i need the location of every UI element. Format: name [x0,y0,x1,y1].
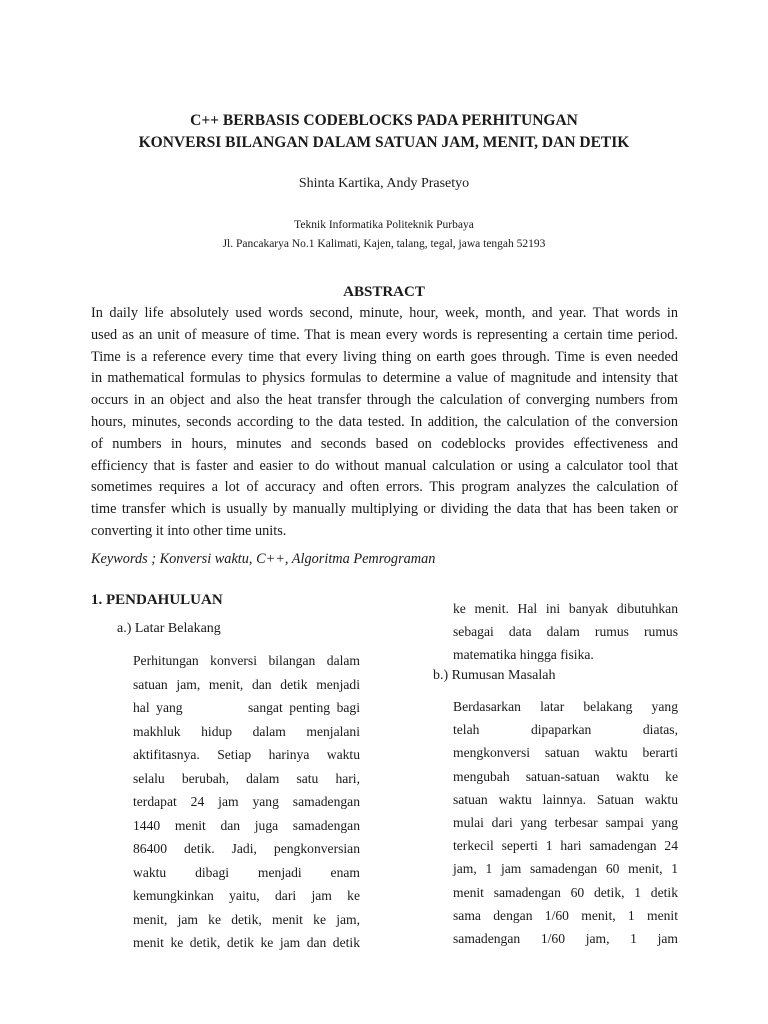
paragraph-line: 86400 detik. Jadi, pengkonversian [133,841,360,856]
paragraph-line: matematika hingga fisika. [453,647,594,662]
keywords: Keywords ; Konversi waktu, C++, Algoritma Pemrograman [91,551,436,567]
abstract-line: occurs in an object and also the heat transfer through the calculation of converging numbers from [91,392,678,409]
paragraph-line: mengkonversi satuan waktu berarti [453,745,678,761]
paragraph-line: mulai dari yang terbesar sampai yang [453,814,678,830]
paragraph-line: Perhitungan konversi bilangan dalam [133,653,360,668]
paragraph-line: sama dengan 1/60 menit, 1 menit [453,907,678,923]
paragraph-line: jam, 1 jam samadengan 60 menit, 1 [453,861,678,877]
paragraph-line: makhluk hidup dalam menjalani [133,723,360,739]
paragraph-line: mengubah satuan-satuan waktu ke [453,768,678,784]
paragraph-line: waktu dibagi menjadi enam [133,864,360,880]
paragraph-line: hal yang sangat penting bagi [133,700,360,715]
paragraph-line: kemungkinkan yaitu, dari jam ke [133,888,360,903]
right-column-continuation [453,597,678,666]
abstract-line: Time is a reference every time that every living thing on earth goes through. Time is even needed [91,348,678,365]
paragraph-line: ke menit. Hal ini banyak dibutuhkan [453,601,678,616]
title-line-2: KONVERSI BILANGAN DALAM SATUAN JAM, MENIT, DAN DETIK [138,134,630,151]
author-names: Shinta Kartika, Andy Prasetyo [298,176,470,191]
abstract-line: In daily life absolutely used words second, minute, hour, week, month, and year. That words in [91,305,678,321]
paper-title [0,110,768,154]
right-column-paragraph [453,695,678,950]
abstract-line: used as an unit of measure of time. That is mean every words is representing a certain time period. [91,326,678,343]
paragraph-line: Berdasarkan latar belakang yang [453,699,678,714]
paragraph-line: terkecil seperti 1 hari samadengan 24 [453,838,678,854]
paragraph-line: aktifitasnya. Setiap harinya waktu [133,747,360,762]
section-heading-pendahuluan: 1. PENDAHULUAN [91,592,223,608]
abstract-line: time transfer which is usually by manually multiplying or dividing the data that has been taken or [91,501,678,518]
paragraph-line: satuan jam, menit, dan detik menjadi [133,676,360,692]
abstract-line: efficiency that is faster and easier to do without manual calculation or using a calculator tool that [91,457,678,474]
subsection-heading-rumusan-masalah: b.) Rumusan Masalah [433,668,556,683]
subsection-heading-latar-belakang: a.) Latar Belakang [117,621,221,636]
left-column-paragraph [133,649,360,955]
paragraph-line: sebagai data dalam rumus rumus [453,624,678,639]
abstract-heading: ABSTRACT [343,284,425,300]
paragraph-line: 1440 menit dan juga samadengan [133,817,360,833]
abstract-line: in mathematical formulas to physics formulas to determine a value of magnitude and intensity that [91,370,678,387]
paragraph-line: menit ke detik, detik ke jam dan detik [133,935,360,950]
affiliation-institution: Teknik Informatika Politeknik Purbaya [294,219,474,231]
abstract-line: hours, minutes, seconds according to the data tested. In addition, the calculation of the conversion [91,413,678,430]
abstract-line: sometimes requires a lot of accuracy and often errors. This program analyzes the calculation of [91,479,678,496]
paragraph-line: telah dipaparkan diatas, [453,722,678,738]
affiliation [0,216,768,254]
paragraph-line: selalu berubah, dalam satu hari, [133,770,360,786]
paragraph-line: menit, jam ke detik, menit ke jam, [133,911,360,927]
abstract-line: converting it into other time units. [91,522,287,539]
paragraph-line: menit samadengan 60 detik, 1 detik [453,884,678,900]
title-line-1: C++ BERBASIS CODEBLOCKS PADA PERHITUNGAN [190,112,578,129]
paragraph-line: satuan waktu lainnya. Satuan waktu [453,791,678,807]
abstract-line: of numbers in hours, minutes and seconds based on codeblocks provides effectiveness and [91,435,678,452]
paragraph-line: terdapat 24 jam yang samadengan [133,794,360,809]
paragraph-line: samadengan 1/60 jam, 1 jam [453,930,678,946]
affiliation-address: Jl. Pancakarya No.1 Kalimati, Kajen, talang, tegal, jawa tengah 52193 [222,238,546,250]
abstract-body [91,303,678,543]
